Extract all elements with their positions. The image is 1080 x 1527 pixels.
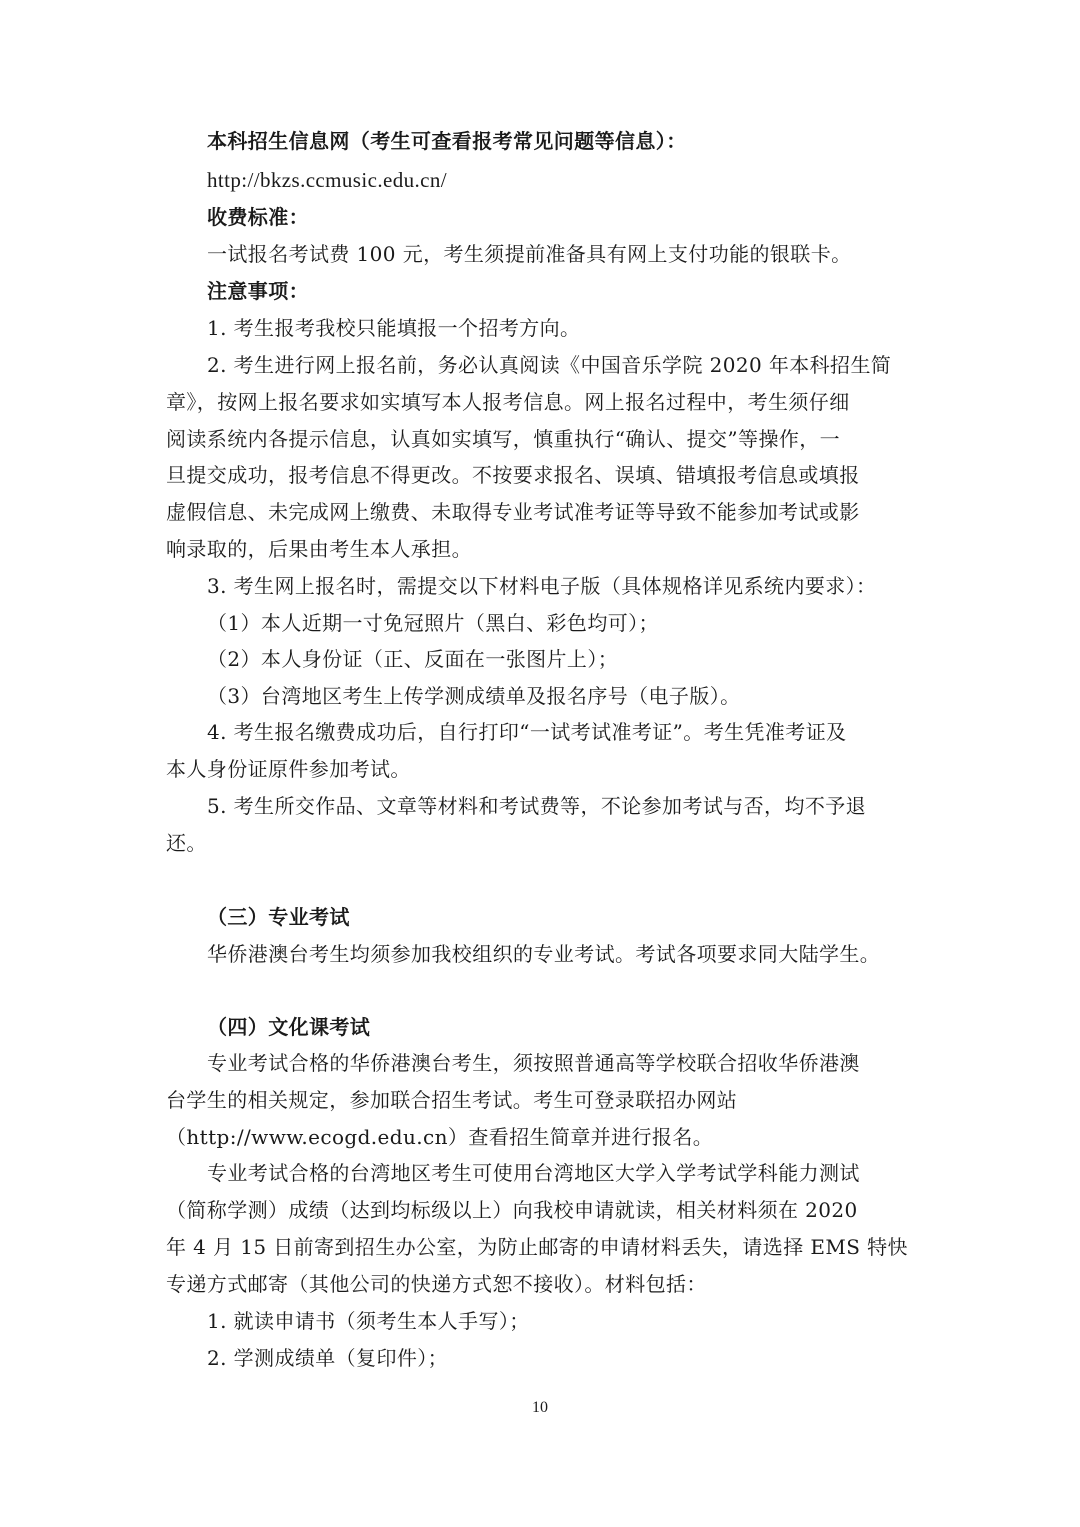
heading-fee-standard: 收费标准： <box>207 205 309 229</box>
materials-item-1: 1. 就读申请书（须考生本人手写）； <box>207 1309 530 1333</box>
url-bkzs: http://bkzs.ccmusic.edu.cn/ <box>207 168 447 192</box>
note-1: 1. 考生报考我校只能填报一个招考方向。 <box>207 316 581 340</box>
cultural-exam-p1-line-3: （http://www.ecogd.edu.cn）查看招生简章并进行报名。 <box>166 1125 714 1149</box>
note-4-line-2: 本人身份证原件参加考试。 <box>166 757 411 781</box>
note-5-line-1: 5. 考生所交作品、文章等材料和考试费等，不论参加考试与否，均不予退 <box>207 794 867 818</box>
cultural-exam-p2-line-3: 年 4 月 15 日前寄到招生办公室，为防止邮寄的申请材料丢失，请选择 EMS 特快 <box>166 1235 908 1259</box>
note-3: 3. 考生网上报名时，需提交以下材料电子版（具体规格详见系统内要求）： <box>207 574 877 598</box>
page-number: 10 <box>532 1399 548 1416</box>
heading-professional-exam: （三）专业考试 <box>207 905 350 929</box>
note-3-item-1: （1）本人近期一寸免冠照片（黑白、彩色均可）； <box>207 611 659 635</box>
note-2-line-6: 响录取的，后果由考生本人承担。 <box>166 537 472 561</box>
materials-item-2: 2. 学测成绩单（复印件）； <box>207 1346 449 1370</box>
cultural-exam-p1-line-2: 台学生的相关规定，参加联合招生考试。考生可登录联招办网站 <box>166 1088 738 1112</box>
heading-notes: 注意事项： <box>207 279 309 303</box>
heading-cultural-exam: （四）文化课考试 <box>207 1015 371 1039</box>
note-2-line-4: 旦提交成功，报考信息不得更改。不按要求报名、误填、错填报考信息或填报 <box>166 463 860 487</box>
note-2-line-5: 虚假信息、未完成网上缴费、未取得专业考试准考证等导致不能参加考试或影 <box>166 500 860 524</box>
note-2-line-3: 阅读系统内各提示信息，认真如实填写，慎重执行“确认、提交”等操作，一 <box>166 427 841 451</box>
note-4-line-1: 4. 考生报名缴费成功后，自行打印“一试考试准考证”。考生凭准考证及 <box>207 720 847 744</box>
cultural-exam-p2-line-1: 专业考试合格的台湾地区考生可使用台湾地区大学入学考试学科能力测试 <box>207 1161 860 1185</box>
note-2-line-2: 章》，按网上报名要求如实填写本人报考信息。网上报名过程中，考生须仔细 <box>166 390 850 414</box>
note-5-line-2: 还。 <box>166 831 207 855</box>
cultural-exam-p2-line-2: （简称学测）成绩（达到均标级以上）向我校申请就读，相关材料须在 2020 <box>166 1198 858 1222</box>
cultural-exam-p2-line-4: 专递方式邮寄（其他公司的快递方式恕不接收）。材料包括： <box>166 1272 707 1296</box>
note-3-item-3: （3）台湾地区考生上传学测成绩单及报名序号（电子版）。 <box>207 684 741 708</box>
cultural-exam-p1-line-1: 专业考试合格的华侨港澳台考生，须按照普通高等学校联合招收华侨港澳 <box>207 1051 860 1075</box>
paragraph-fee: 一试报名考试费 100 元，考生须提前准备具有网上支付功能的银联卡。 <box>207 242 852 266</box>
note-2-line-1: 2. 考生进行网上报名前，务必认真阅读《中国音乐学院 2020 年本科招生简 <box>207 353 892 377</box>
note-3-item-2: （2）本人身份证（正、反面在一张图片上）； <box>207 647 619 671</box>
heading-undergrad-info-site: 本科招生信息网（考生可查看报考常见问题等信息）： <box>207 129 687 153</box>
paragraph-professional-exam: 华侨港澳台考生均须参加我校组织的专业考试。考试各项要求同大陆学生。 <box>207 942 881 966</box>
